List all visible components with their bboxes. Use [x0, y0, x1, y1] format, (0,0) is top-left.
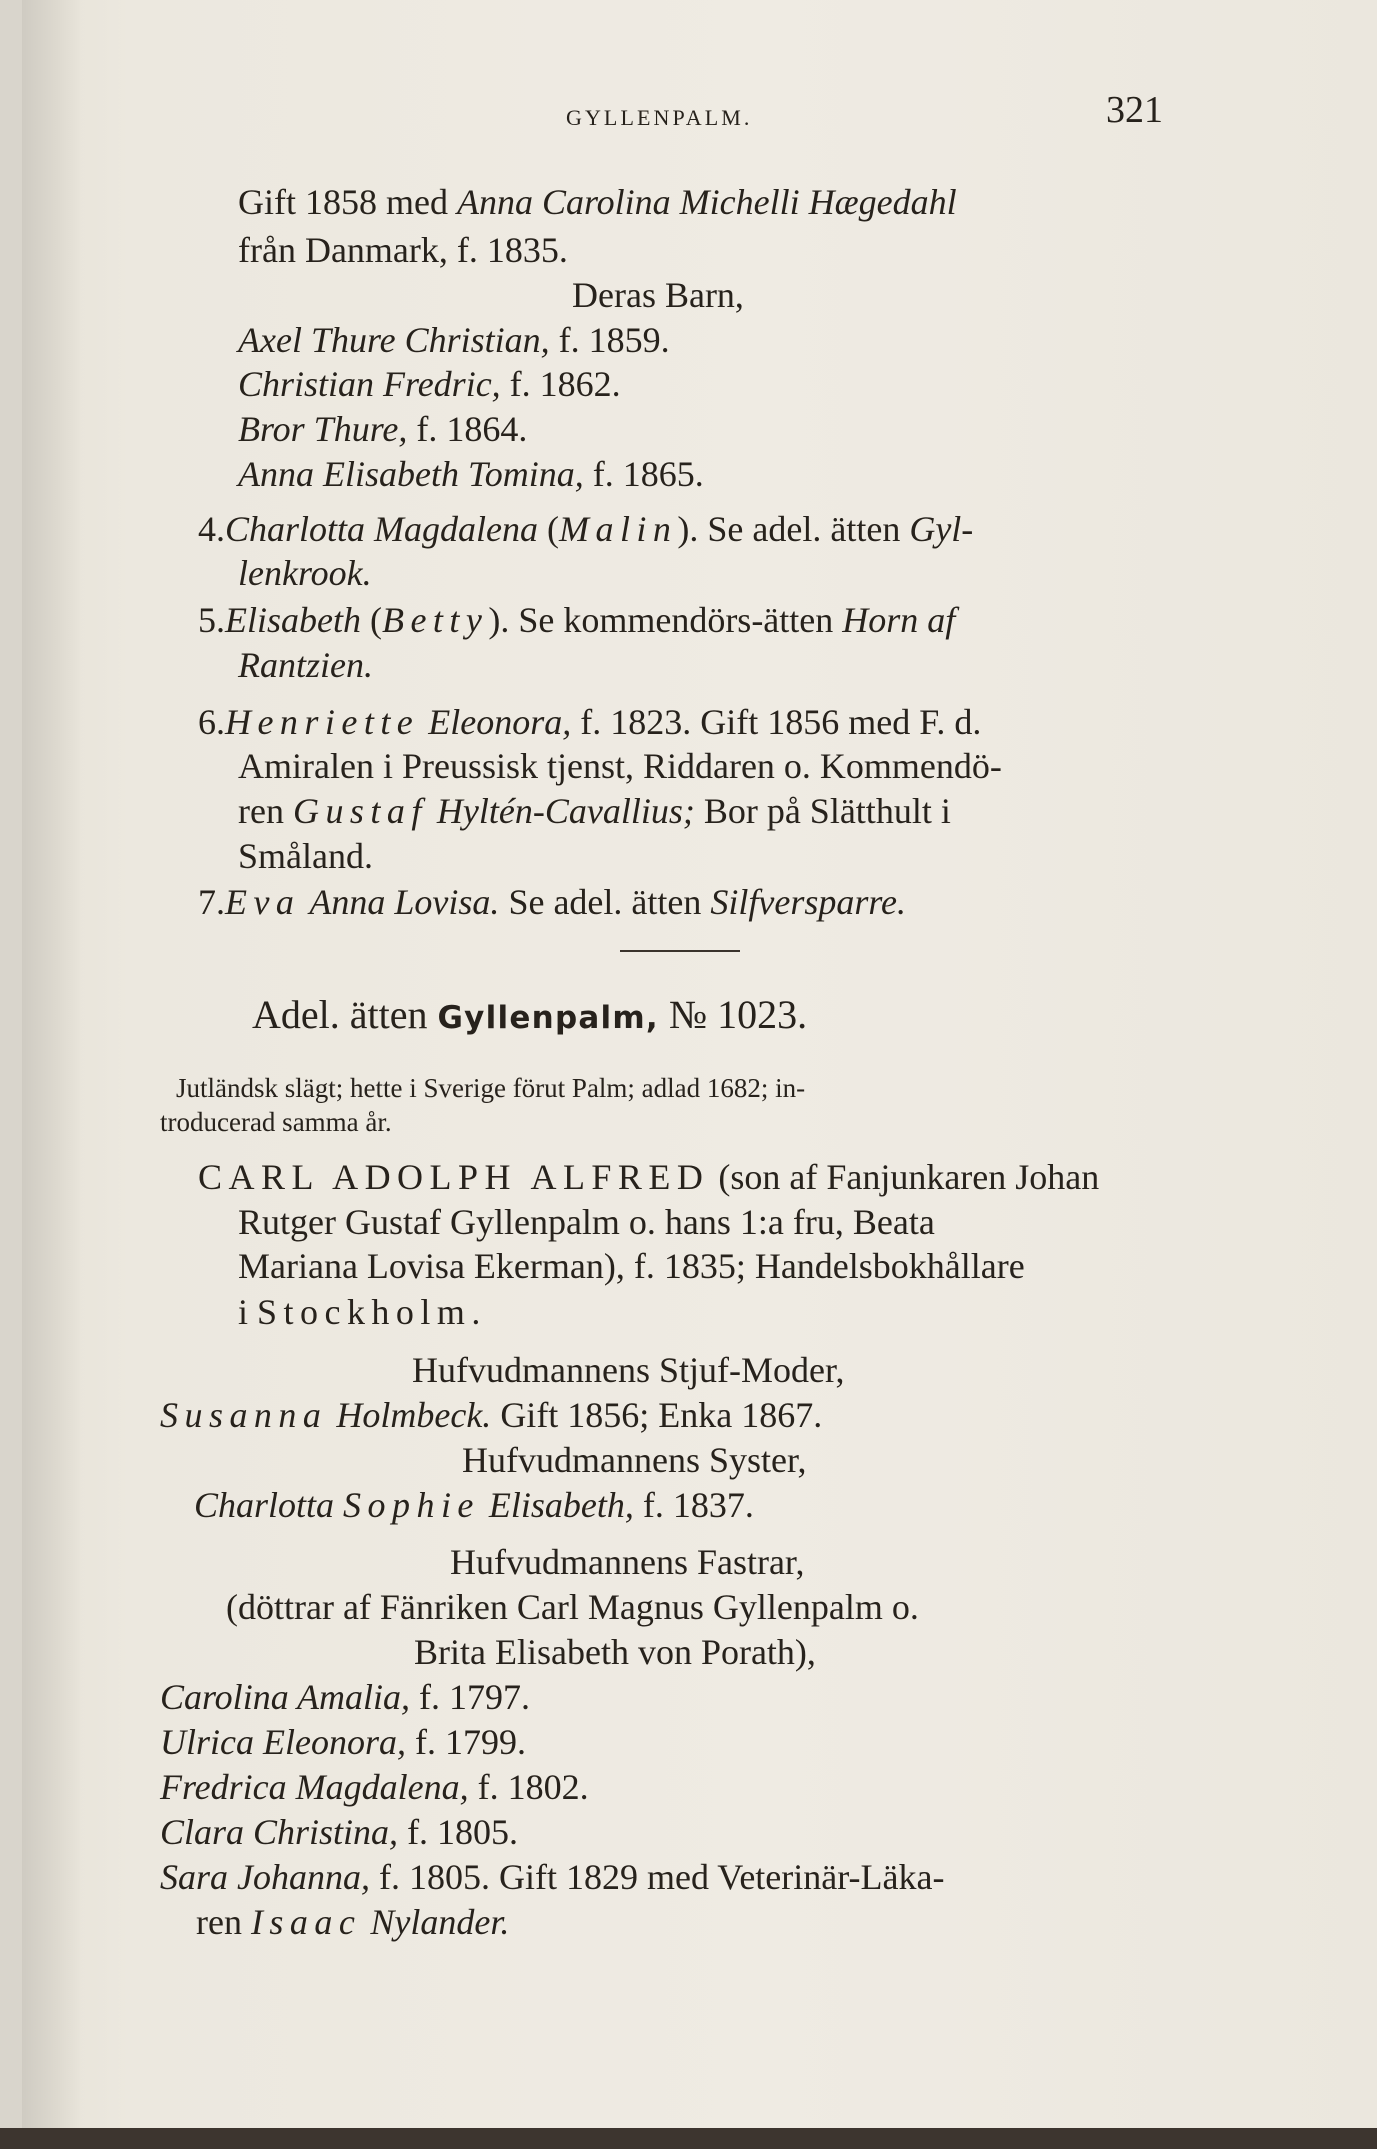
text-line: ren Gustaf Hyltén-Cavallius; Bor på Slätthult i — [238, 791, 951, 831]
text-line: Rutger Gustaf Gyllenpalm o. hans 1:a fru, Beata — [238, 1202, 935, 1242]
text-line: ren Isaac Nylander. — [196, 1902, 510, 1942]
page-binding-shadow — [22, 0, 80, 2135]
text-line: Bror Thure, f. 1864. — [238, 409, 528, 449]
text-line: Amiralen i Preussisk tjenst, Riddaren o. Kommendö- — [238, 746, 1002, 786]
text-line: 7.Eva Anna Lovisa. Se adel. ätten Silfversparre. — [198, 882, 907, 922]
text-line: Sara Johanna, f. 1805. Gift 1829 med Veterinär-Läka- — [160, 1857, 945, 1897]
text-line: Christian Fredric, f. 1862. — [238, 364, 621, 404]
page-number: 321 — [1106, 89, 1163, 131]
text-line: Småland. — [238, 836, 373, 876]
text-line: Hufvudmannens Stjuf-Moder, — [412, 1350, 845, 1390]
text-line: Axel Thure Christian, f. 1859. — [238, 320, 670, 360]
page-bottom-edge — [0, 2128, 1377, 2149]
text-line: Anna Elisabeth Tomina, f. 1865. — [238, 454, 704, 494]
text-line: lenkrook. — [238, 553, 372, 593]
text-line: (döttrar af Fänriken Carl Magnus Gyllenpalm o. — [226, 1587, 919, 1627]
text-line: Rantzien. — [238, 645, 373, 685]
text-line: Gift 1858 med Anna Carolina Michelli Hægedahl — [238, 182, 957, 222]
text-line: Fredrica Magdalena, f. 1802. — [160, 1767, 589, 1807]
text-line: Susanna Holmbeck. Gift 1856; Enka 1867. — [160, 1395, 823, 1435]
text-line: CARL ADOLPH ALFRED (son af Fanjunkaren Johan — [198, 1157, 1100, 1197]
text-line: 6.Henriette Eleonora, f. 1823. Gift 1856 med F. d. — [198, 702, 982, 742]
text-line: Hufvudmannens Syster, — [462, 1440, 807, 1480]
text-line: Hufvudmannens Fastrar, — [450, 1542, 805, 1582]
text-line: Deras Barn, — [572, 275, 744, 315]
section-divider — [620, 950, 740, 952]
text-line: Brita Elisabeth von Porath), — [414, 1632, 816, 1672]
text-line: Charlotta Sophie Elisabeth, f. 1837. — [194, 1485, 754, 1525]
section-intro: troducerad samma år. — [160, 1107, 392, 1137]
text-line: i Stockholm. — [238, 1292, 487, 1332]
text-line: Mariana Lovisa Ekerman), f. 1835; Handelsbokhållare — [238, 1246, 1025, 1286]
text-line: 4.Charlotta Magdalena (Malin). Se adel. ätten Gyl- — [198, 509, 974, 549]
text-line: Carolina Amalia, f. 1797. — [160, 1677, 531, 1717]
running-title: GYLLENPALM. — [566, 105, 753, 130]
section-intro: Jutländsk slägt; hette i Sverige förut Palm; adlad 1682; in- — [176, 1073, 806, 1103]
text-line: Ulrica Eleonora, f. 1799. — [160, 1722, 526, 1762]
text-line: 5.Elisabeth (Betty). Se kommendörs-ätten Horn af — [198, 600, 956, 640]
text-line: Clara Christina, f. 1805. — [160, 1812, 519, 1852]
section-title: Adel. ätten Gyllenpalm, № 1023. — [252, 992, 808, 1037]
text-line: från Danmark, f. 1835. — [238, 230, 568, 270]
